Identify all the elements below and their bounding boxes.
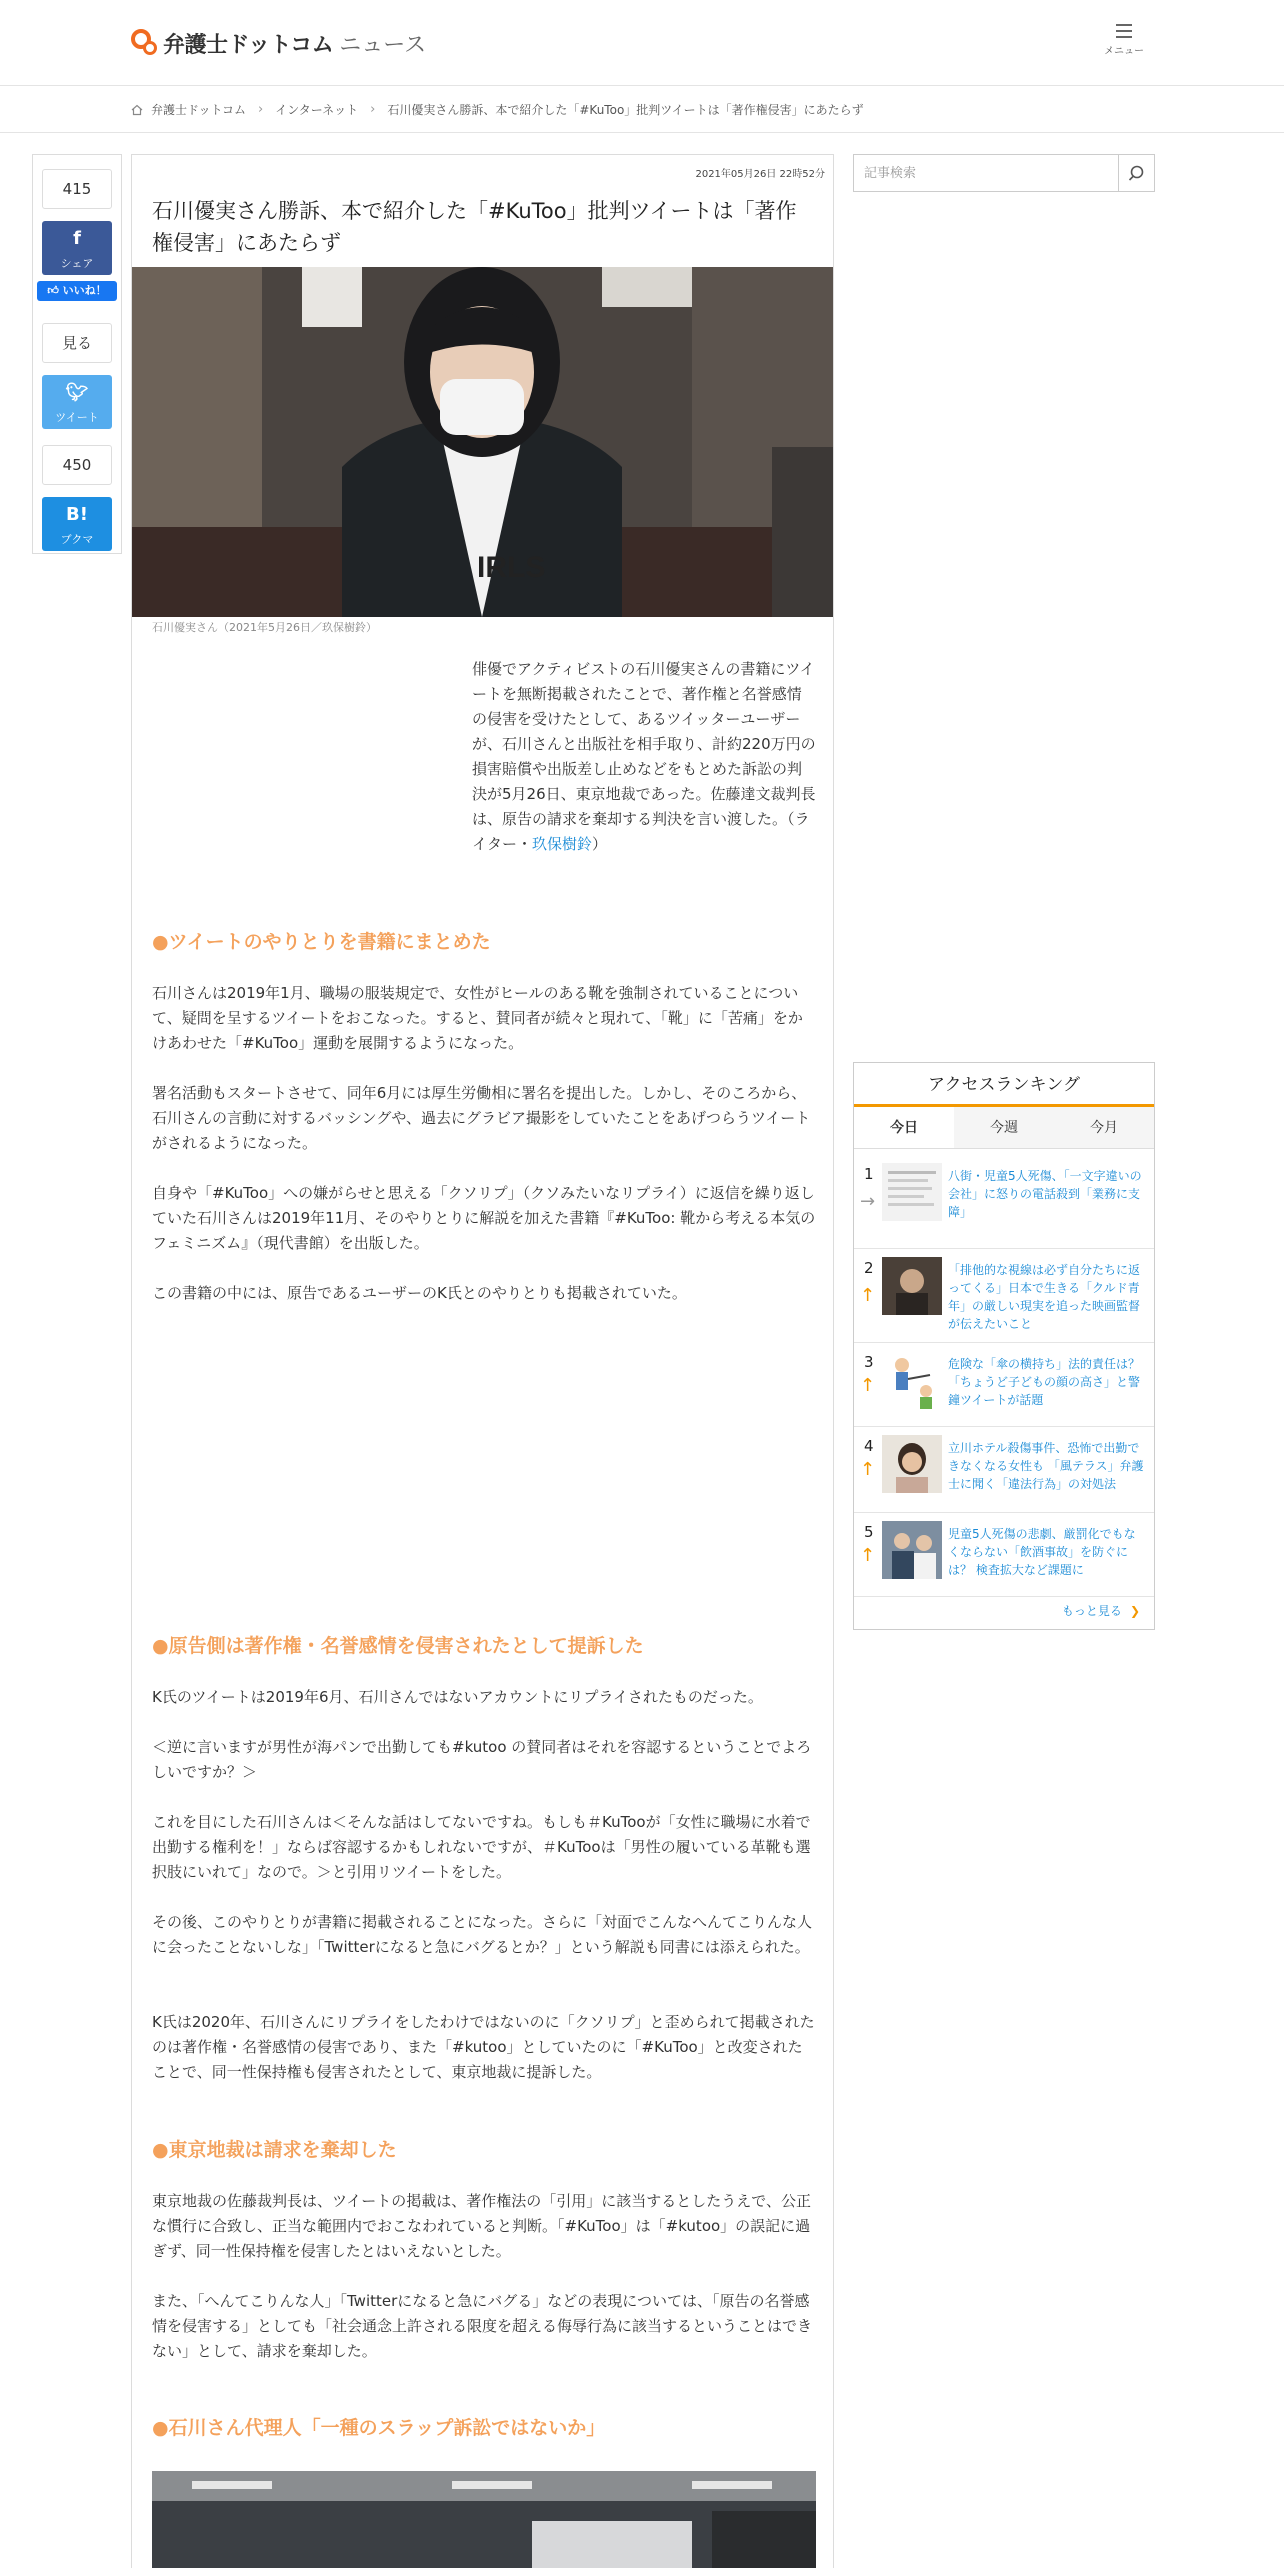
search-box bbox=[853, 154, 1155, 192]
rank-number: 5 bbox=[864, 1523, 874, 1541]
breadcrumb-item-current: 石川優実さん勝訴、本で紹介した「#KuToo」批判ツイートは「著作権侵害」にあたらず bbox=[387, 103, 864, 117]
lead-end: ） bbox=[592, 835, 608, 853]
chevron-right-icon: › bbox=[258, 102, 264, 117]
paragraph: その後、このやりとりが書籍に掲載されることになった。さらに「対面でこんなへんてこりんな人に会ったことないしな」「Twitterになると急にバグるとか？」という解説も同書には添えられた。 bbox=[152, 1913, 813, 1956]
chevron-right-icon: ❯ bbox=[1129, 1604, 1140, 1618]
menu-label: メニュー bbox=[1104, 46, 1144, 57]
thumbs-up-icon: 👍︎ bbox=[47, 284, 59, 297]
article-date: 2021年05月26日 22時52分 bbox=[695, 169, 825, 180]
hero-shirt-text: IRLS bbox=[477, 551, 546, 584]
ranking-more-link[interactable] bbox=[1062, 1602, 1140, 1619]
facebook-share-count: 415 bbox=[42, 169, 112, 209]
ranking-thumbnail bbox=[882, 1521, 942, 1579]
access-ranking bbox=[853, 1062, 1155, 1630]
ranking-item[interactable] bbox=[854, 1155, 1154, 1249]
paragraph: 石川さんは2019年1月、職場の服装規定で、女性がヒールのある靴を強制されていることについて、疑問を呈するツイートをおこなった。すると、賛同者が続々と現れて、「靴」に「苦痛」をかけあわせた「#KuToo」運動を展開するようになった。 bbox=[152, 984, 803, 1052]
menu-button[interactable] bbox=[1100, 22, 1148, 66]
tweet-button[interactable] bbox=[42, 375, 112, 429]
trend-up-icon: ↑ bbox=[860, 1545, 876, 1566]
trend-up-icon: ↑ bbox=[860, 1285, 876, 1306]
paragraph: この書籍の中には、原告であるユーザーのK氏とのやりとりも掲載されていた。 bbox=[152, 1284, 687, 1302]
ranking-item[interactable] bbox=[854, 1427, 1154, 1513]
ranking-thumbnail bbox=[882, 1351, 942, 1409]
trend-flat-icon: → bbox=[860, 1191, 876, 1212]
logo-icon bbox=[131, 29, 157, 57]
article-title: 石川優実さん勝訴、本で紹介した「#KuToo」批判ツイートは「著作権侵害」にあたらず bbox=[152, 199, 797, 255]
ranking-link[interactable]: 「排他的な視線は必ず自分たちに返ってくる」日本で生きる「クルド青年」の厳しい現実を追った映画監督が伝えたいこと bbox=[948, 1263, 1141, 1331]
ranking-item[interactable] bbox=[854, 1343, 1154, 1427]
logo-sub: ニュース bbox=[339, 32, 427, 58]
site-header bbox=[0, 0, 1284, 86]
rank-number: 1 bbox=[864, 1165, 874, 1183]
search-button[interactable] bbox=[1118, 155, 1154, 191]
see-button[interactable]: 見る bbox=[42, 323, 112, 363]
share-column bbox=[32, 154, 122, 554]
ranking-link[interactable]: 危険な「傘の横持ち」法的責任は？ 「ちょうど子どもの顔の高さ」と警鐘ツイートが話題 bbox=[948, 1357, 1141, 1407]
twitter-bird-icon: 🐦︎ bbox=[65, 382, 89, 403]
paragraph: また、「へんてこりんな人」「Twitterになると急にバグる」などの表現については、「原告の名誉感情を侵害する」としても「社会通念上許される限度を超える侮辱行為に該当するということはできない」として、請求を棄却した。 bbox=[152, 2292, 813, 2360]
facebook-share-button[interactable] bbox=[42, 221, 112, 275]
ranking-tabs bbox=[854, 1107, 1154, 1149]
author-link[interactable]: 玖保樹鈴 bbox=[532, 835, 593, 853]
search-icon bbox=[1119, 155, 1155, 191]
facebook-like-button[interactable] bbox=[37, 281, 117, 301]
paragraph: 東京地裁の佐藤裁判長は、ツイートの掲載は、著作権法の「引用」に該当するとしたうえで、公正な慣行に合致し、正当な範囲内でおこなわれていると判断。「#KuToo」は「#kutoo」の誤記に過ぎず、同一性保持権を侵害したとはいえないとした。 bbox=[152, 2192, 811, 2260]
paragraph: K氏のツイートは2019年6月、石川さんではないアカウントにリプライされたものだった。 bbox=[152, 1688, 763, 1706]
ranking-title: アクセスランキング bbox=[854, 1063, 1154, 1107]
facebook-icon: f bbox=[73, 228, 81, 249]
logo-text: 弁護士ドットコム bbox=[163, 32, 334, 58]
hatena-bookmark-button[interactable] bbox=[42, 497, 112, 551]
hamburger-icon bbox=[1116, 24, 1132, 38]
trend-up-icon: ↑ bbox=[860, 1375, 876, 1396]
rank-number: 2 bbox=[864, 1259, 874, 1277]
search-input[interactable] bbox=[854, 155, 1118, 191]
site-logo[interactable] bbox=[131, 28, 426, 58]
facebook-share-label: シェア bbox=[60, 257, 94, 270]
rank-number: 3 bbox=[864, 1353, 874, 1371]
article-lead bbox=[472, 657, 816, 857]
like-label: いいね！ bbox=[62, 284, 107, 297]
home-icon bbox=[131, 104, 143, 116]
tab-week[interactable]: 今週 bbox=[954, 1107, 1054, 1148]
section-heading: ●東京地裁は請求を棄却した bbox=[152, 2139, 397, 2161]
trend-up-icon: ↑ bbox=[860, 1459, 876, 1480]
paragraph: これを目にした石川さんは＜そんな話はしてないですね。もしも＃KuTooが「女性に職場に水着で出勤する権利を！」ならば容認するかもしれないですが、＃KuTooは「男性の履いている革靴も選択肢にいれて」なので。＞と引用リツイートをした。 bbox=[152, 1813, 811, 1881]
paragraph: 署名活動もスタートさせて、同年6月には厚生労働相に署名を提出した。しかし、そのころから、石川さんの言動に対するバッシングや、過去にグラビア撮影をしていたことをあげつらうツイートがされるようになった。 bbox=[152, 1084, 811, 1152]
hatena-bookmark-label: ブクマ bbox=[60, 533, 94, 546]
section-heading: ●石川さん代理人「一種のスラップ訴訟ではないか」 bbox=[152, 2417, 606, 2439]
ranking-link[interactable]: 立川ホテル殺傷事件、恐怖で出勤できなくなる女性も 「風テラス」弁護士に聞く「違法行為」の対処法 bbox=[948, 1441, 1144, 1491]
tweet-label: ツイート bbox=[55, 411, 99, 424]
rank-number: 4 bbox=[864, 1437, 874, 1455]
section-heading: ●ツイートのやりとりを書籍にまとめた bbox=[152, 931, 491, 953]
breadcrumb-item-home[interactable]: 弁護士ドットコム bbox=[151, 103, 247, 117]
article bbox=[131, 154, 834, 2568]
photo-caption: 石川優実さん（2021年5月26日／玖保樹鈴） bbox=[152, 621, 377, 634]
hero-photo bbox=[132, 267, 834, 617]
section-heading: ●原告側は著作権・名誉感情を侵害されたとして提訴した bbox=[152, 1635, 644, 1657]
hatena-bookmark-count: 450 bbox=[42, 445, 112, 485]
chevron-right-icon: › bbox=[370, 102, 376, 117]
ranking-link[interactable]: 八街・児童5人死傷、「一文字違いの会社」に怒りの電話殺到「業務に支障」 bbox=[948, 1169, 1142, 1219]
paragraph: 自身や「#KuToo」への嫌がらせと思える「クソリプ」（クソみたいなリプライ）に返信を繰り返していた石川さんは2019年11月、そのやりとりに解説を加えた書籍『#KuToo: 靴から考える本気のフェミニズム』（現代書館）を出版した。 bbox=[152, 1184, 816, 1252]
ranking-item[interactable] bbox=[854, 1513, 1154, 1597]
lead-text: 俳優でアクティビストの石川優実さんの書籍にツイートを無断掲載されたことで、著作権と名誉感情の侵害を受けたとして、あるツイッターユーザーが、石川さんと出版社を相手取り、計約220万円の損害賠償や出版差し止めなどをもとめた訴訟の判決が5月26日、東京地裁であった。佐藤達文裁判長は、原告の請求を棄却する判決を言い渡した。（ライター・ bbox=[472, 660, 816, 853]
ranking-link[interactable]: 児童5人死傷の悲劇、厳罰化でもなくならない「飲酒事故」を防ぐには？ 検査拡大など課題に bbox=[948, 1527, 1136, 1577]
ranking-thumbnail bbox=[882, 1435, 942, 1493]
tab-today[interactable]: 今日 bbox=[854, 1107, 954, 1148]
breadcrumb-item-category[interactable]: インターネット bbox=[275, 103, 359, 117]
tab-month[interactable]: 今月 bbox=[1054, 1107, 1154, 1148]
ranking-thumbnail bbox=[882, 1163, 942, 1221]
breadcrumb bbox=[0, 87, 1284, 133]
paragraph: ＜逆に言いますが男性が海パンで出勤しても#kutoo の賛同者はそれを容認するということでよろしいですか？＞ bbox=[152, 1738, 812, 1781]
hatena-b-icon: B! bbox=[66, 504, 88, 525]
ranking-item[interactable] bbox=[854, 1249, 1154, 1343]
paragraph: K氏は2020年、石川さんにリプライをしたわけではないのに「クソリプ」と歪められて掲載されたのは著作権・名誉感情の侵害であり、また「#kutoo」としていたのに「#KuToo」と改変されたことで、同一性保持権も侵害されたとして、東京地裁に提訴した。 bbox=[152, 2013, 815, 2081]
more-label: もっと見る bbox=[1061, 1604, 1122, 1618]
ranking-thumbnail bbox=[882, 1257, 942, 1315]
press-conference-photo bbox=[152, 2471, 816, 2568]
